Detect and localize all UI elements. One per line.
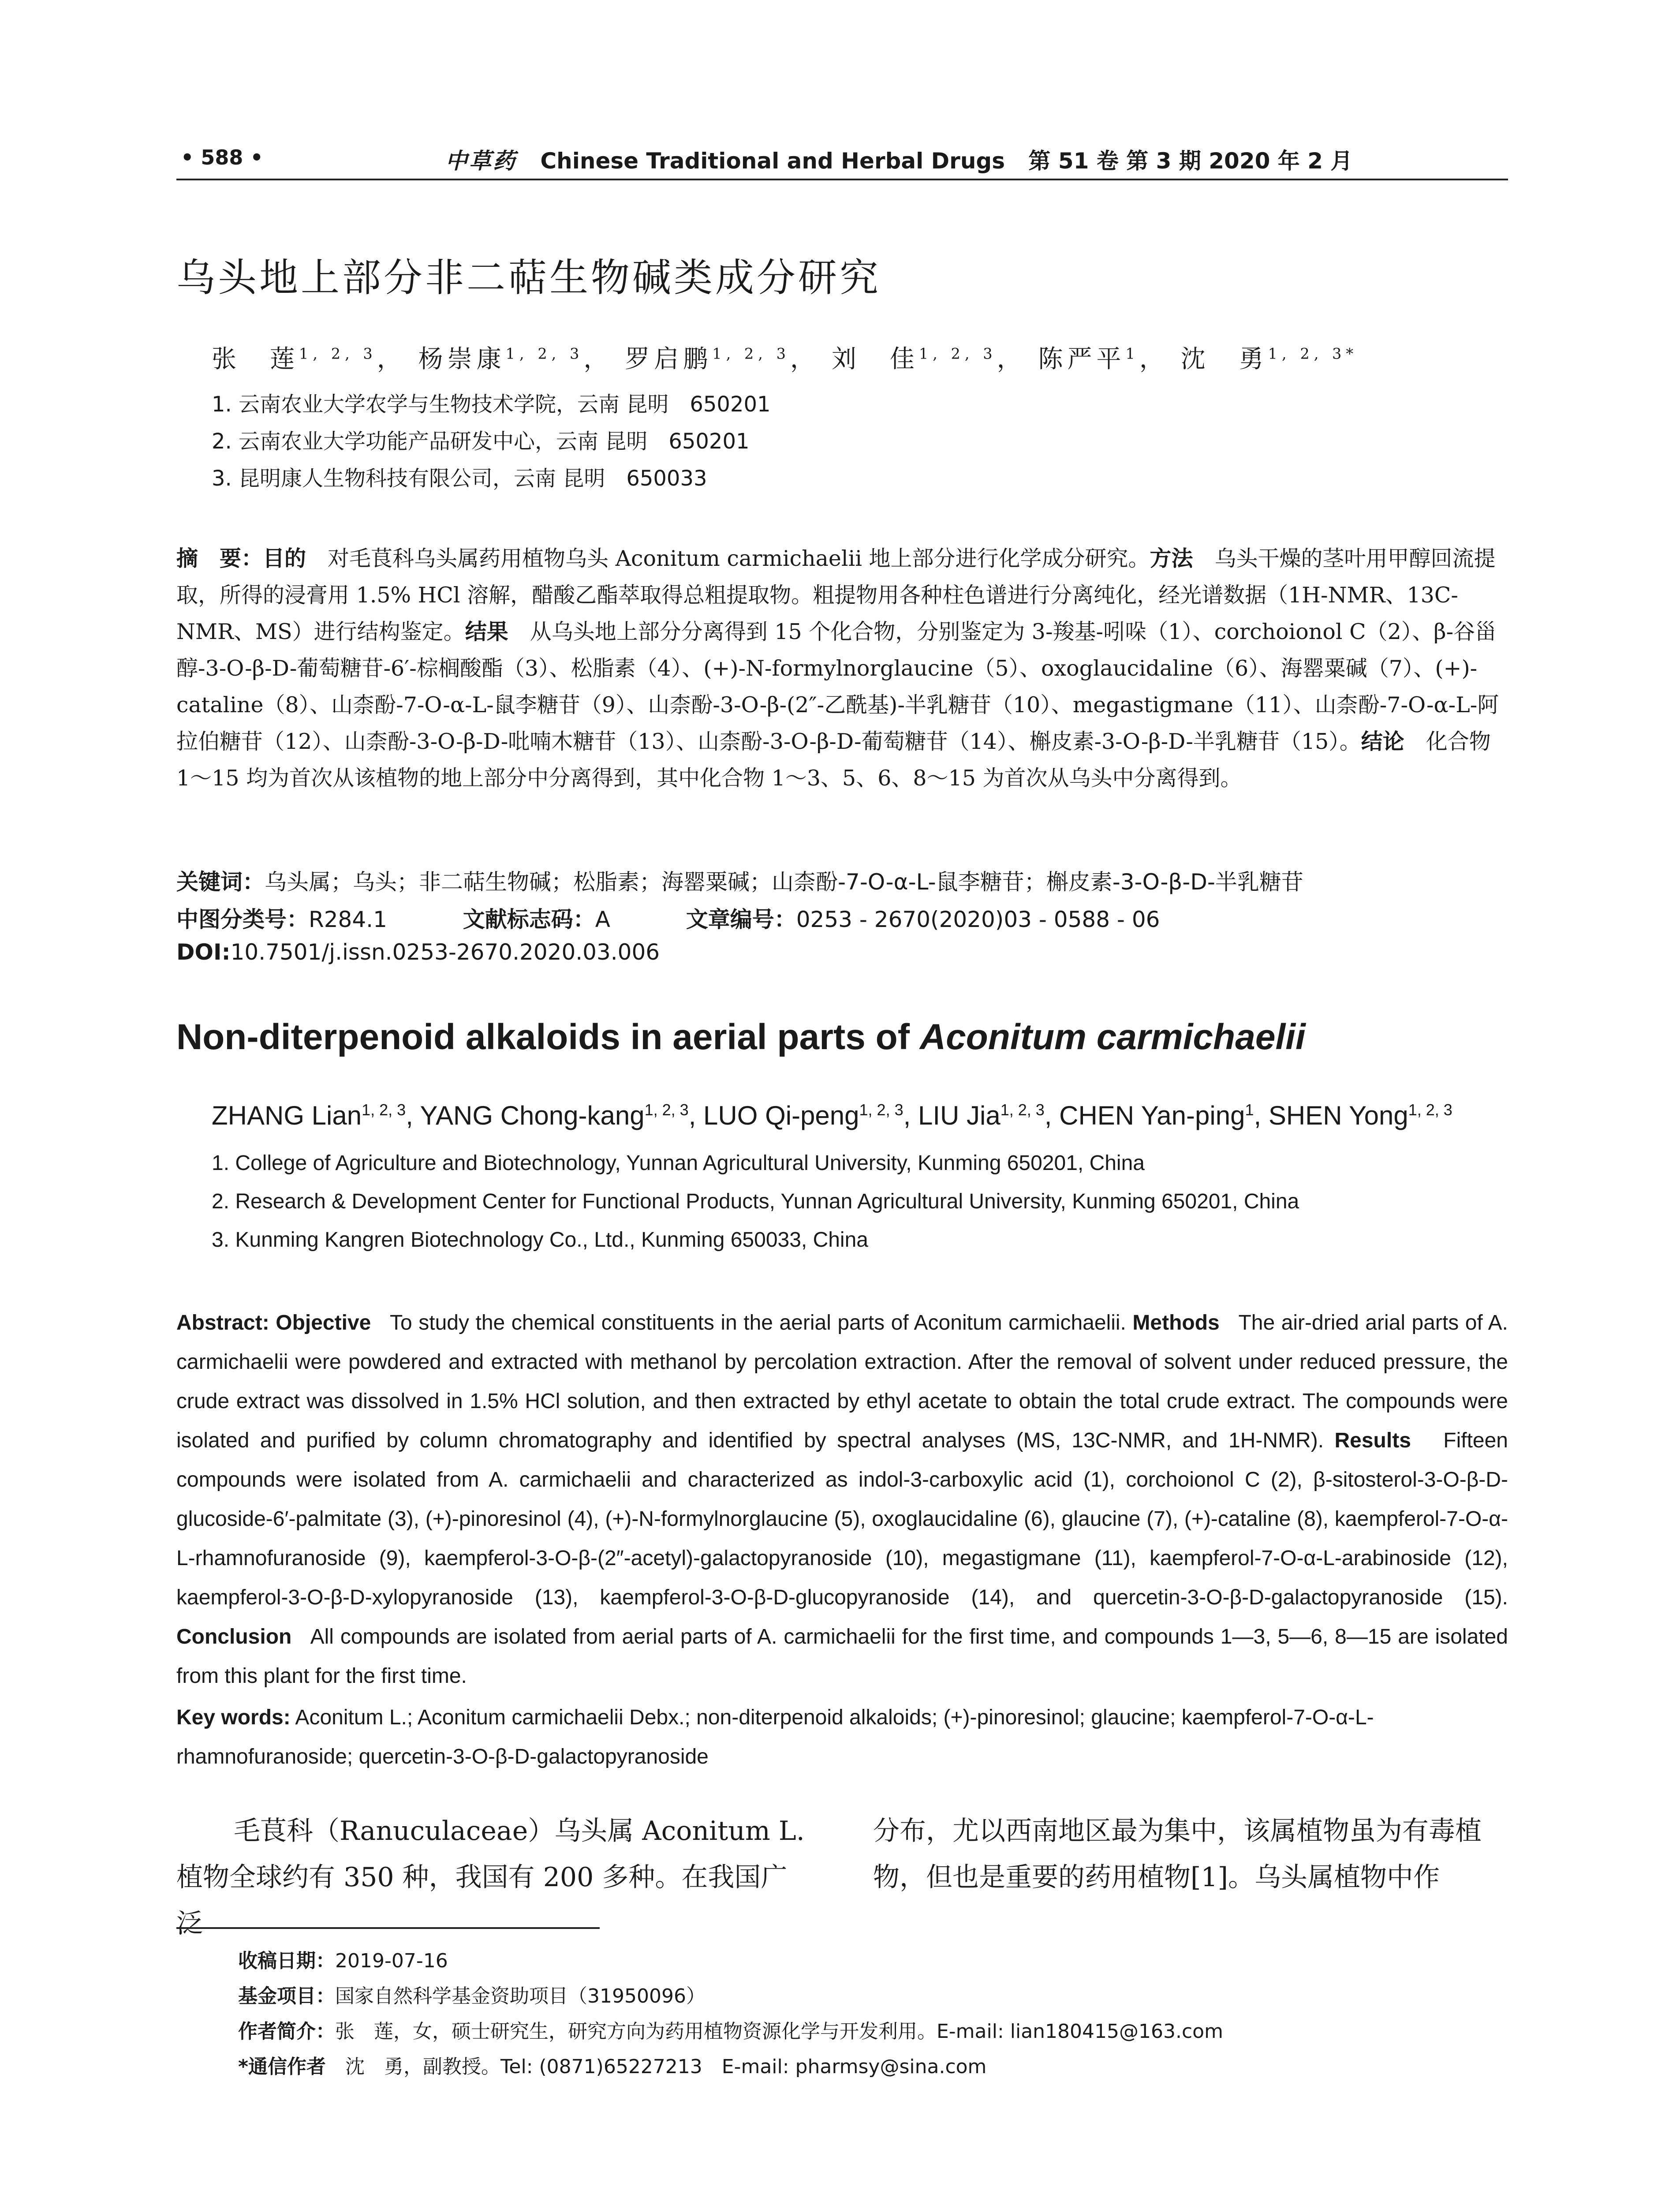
journal-name-cn: 中草药 xyxy=(445,148,517,174)
body-column-right: 分布，尤以西南地区最为集中，该属植物虽为有毒植物，但也是重要的药用植物[1]。乌头属植物中作 xyxy=(873,1816,1482,1893)
authors-cn: 张 莲$^{1, 2, 3}$， 杨崇康$^{1, 2, 3}$， 罗启鹏$^{1, 2, 3}$， 刘 佳$^{1, 2, 3}$， 陈严平$^1$， 沈 勇$^{1, 2, 3*}$ xyxy=(212,345,1358,374)
affiliation-cn-3: 3. 昆明康人生物科技有限公司，云南 昆明 650033 xyxy=(212,466,707,491)
title-en: Non-diterpenoid alkaloids in aerial parts of Aconitum carmichaelii xyxy=(176,1017,1306,1057)
title-en-species: Aconitum carmichaelii xyxy=(919,1017,1306,1057)
affiliation-en-1: 1. College of Agriculture and Biotechnology, Yunnan Agricultural University, Kunming 650201, China xyxy=(212,1151,1145,1175)
footnote-received: 收稿日期：2019-07-16 xyxy=(238,1950,448,1972)
author-cn: 杨崇康$^{1, 2, 3}$ xyxy=(418,345,584,374)
classification-line: 中图分类号：R284.1 文献标志码：A 文章编号：0253 - 2670(2020)03 - 0588 - 06 xyxy=(176,907,1160,932)
doi: DOI:10.7501/j.issn.0253-2670.2020.03.006 xyxy=(176,939,660,965)
footnote-corresponding: *通信作者 沈 勇，副教授。Tel: (0871)65227213 E-mail: pharmsy@sina.com xyxy=(238,2056,987,2078)
affiliation-en-2: 2. Research & Development Center for Functional Products, Yunnan Agricultural University, Kunming 650201, China xyxy=(212,1190,1299,1213)
author-cn: 沈 勇$^{1, 2, 3*}$ xyxy=(1180,345,1358,374)
footnote-funding: 基金项目：国家自然科学基金资助项目（31950096） xyxy=(238,1985,706,2007)
author-cn: 张 莲$^{1, 2, 3}$ xyxy=(212,345,377,374)
journal-header xyxy=(445,143,1352,175)
author-en: SHEN Yong$^{1, 2, 3}$ xyxy=(1268,1101,1452,1130)
affiliation-en-3: 3. Kunming Kangren Biotechnology Co., Ltd., Kunming 650033, China xyxy=(212,1228,868,1252)
author-en: LUO Qi-peng$^{1, 2, 3}$ xyxy=(703,1101,903,1130)
author-cn: 刘 佳$^{1, 2, 3}$ xyxy=(831,345,997,374)
keywords-cn: 关键词：乌头属；乌头；非二萜生物碱；松脂素；海罂粟碱；山柰酚-7-O-α-L-鼠李糖苷；槲皮素-3-O-β-D-半乳糖苷 xyxy=(176,869,1303,895)
abstract-cn: 摘 要：目的 对毛茛科乌头属药用植物乌头 Aconitum carmichaelii 地上部分进行化学成分研究。方法 乌头干燥的茎叶用甲醇回流提取，所得的浸膏用 1.5% HCl 溶解，醋酸乙酯萃取得总粗提取物。粗提物用各种柱色谱进行分离纯化，经光谱数据（1H-NMR、13C-NMR、MS）进行结构鉴定。结果 从乌头地上部分分离得到 15 个化合物，分别鉴定为 3-羧基-吲哚（1）、corchoionol C（2）、β-谷甾醇-3-O-β-D-葡萄糖苷-6′-棕榈酸酯（3）、松脂素（4）、(+)-N-formylnorglaucine（5）、oxoglaucidaline（6）、海罂粟碱（7）、(+)-cataline（8）、山柰酚-7-O-α-L-鼠李糖苷（9）、山柰酚-3-O-β-(2″-乙酰基)-半乳糖苷（10）、megastigmane（11）、山柰酚-7-O-α-L-阿拉伯糖苷（12）、山柰酚-3-O-β-D-吡喃木糖苷（13）、山柰酚-3-O-β-D-葡萄糖苷（14）、槲皮素-3-O-β-D-半乳糖苷（15）。结论 化合物 1～15 均为首次从该植物的地上部分中分离得到，其中化合物 1～3、5、6、8～15 为首次从乌头中分离得到。 xyxy=(176,546,1499,791)
authors-en: ZHANG Lian$^{1, 2, 3}$, YANG Chong-kang$^{1, 2, 3}$, LUO Qi-peng$^{1, 2, 3}$, LIU Jia$^{1, 2, 3}$, CHEN Yan-ping$^1$, SHEN Yong$^{1, 2, 3}$ xyxy=(212,1101,1452,1130)
title-cn: 乌头地上部分非二萜生物碱类成分研究 xyxy=(176,255,881,300)
affiliation-cn-1: 1. 云南农业大学农学与生物技术学院，云南 昆明 650201 xyxy=(212,392,771,417)
body-column-left: 毛茛科（Ranuculaceae）乌头属 Aconitum L. 植物全球约有 350 种，我国有 200 多种。在我国广泛 xyxy=(176,1816,805,1939)
author-en: CHEN Yan-ping$^1$ xyxy=(1059,1101,1254,1130)
journal-name-en: Chinese Traditional and Herbal Drugs xyxy=(540,148,1005,174)
journal-issue: 第 51 卷 第 3 期 2020 年 2 月 xyxy=(1028,148,1353,174)
footnote-author-bio: 作者简介：张 莲，女，硕士研究生，研究方向为药用植物资源化学与开发利用。E-mail: lian180415@163.com xyxy=(238,2020,1223,2043)
author-cn: 罗启鹏$^{1, 2, 3}$ xyxy=(625,345,791,374)
author-en: YANG Chong-kang$^{1, 2, 3}$ xyxy=(420,1101,689,1130)
author-cn: 陈严平$^1$ xyxy=(1038,345,1139,374)
affiliation-cn-2: 2. 云南农业大学功能产品研发中心，云南 昆明 650201 xyxy=(212,429,750,454)
footnote-rule xyxy=(176,1927,600,1929)
abstract-en: Abstract: Objective To study the chemical constituents in the aerial parts of Aconitum carmichaelii. Methods The air-dried arial parts of A. carmichaelii were powdered and extracted with methanol by percolation extraction. After the removal of solvent under reduced pressure, the crude extract was dissolved in 1.5% HCl solution, and then extracted by ethyl acetate to obtain the total crude extract. The compounds were isolated and purified by column chromatography and identified by spectral analyses (MS, 13C-NMR, and 1H-NMR). Results Fifteen compounds were isolated from A. carmichaelii and characterized as indol-3-carboxylic acid (1), corchoionol C (2), β-sitosterol-3-O-β-D-glucoside-6′-palmitate (3), (+)-pinoresinol (4), (+)-N-formylnorglaucine (5), oxoglaucidaline (6), glaucine (7), (+)-cataline (8), kaempferol-7-O-α-L-rhamnofuranoside (9), kaempferol-3-O-β-(2″-acetyl)-galactopyranoside (10), megastigmane (11), kaempferol-7-O-α-L-arabinoside (12), kaempferol-3-O-β-D-xylopyranoside (13), kaempferol-3-O-β-D-glucopyranoside (14), and quercetin-3-O-β-D-galactopyranoside (15). Conclusion All compounds are isolated from aerial parts of A. carmichaelii for the first time, and compounds 1—3, 5—6, 8—15 are isolated from this plant for the first time. xyxy=(176,1311,1508,1688)
page-number: • 588 • xyxy=(181,146,263,169)
keywords-en: Key words: Aconitum L.; Aconitum carmichaelii Debx.; non-diterpenoid alkaloids; (+)-pinoresinol; glaucine; kaempferol-7-O-α-L-rhamnofuranoside; quercetin-3-O-β-D-galactopyranoside xyxy=(176,1706,1374,1768)
author-en: ZHANG Lian$^{1, 2, 3}$ xyxy=(212,1101,406,1130)
doi-link[interactable]: 10.7501/j.issn.0253-2670.2020.03.006 xyxy=(230,939,660,965)
author-en: LIU Jia$^{1, 2, 3}$ xyxy=(918,1101,1045,1130)
